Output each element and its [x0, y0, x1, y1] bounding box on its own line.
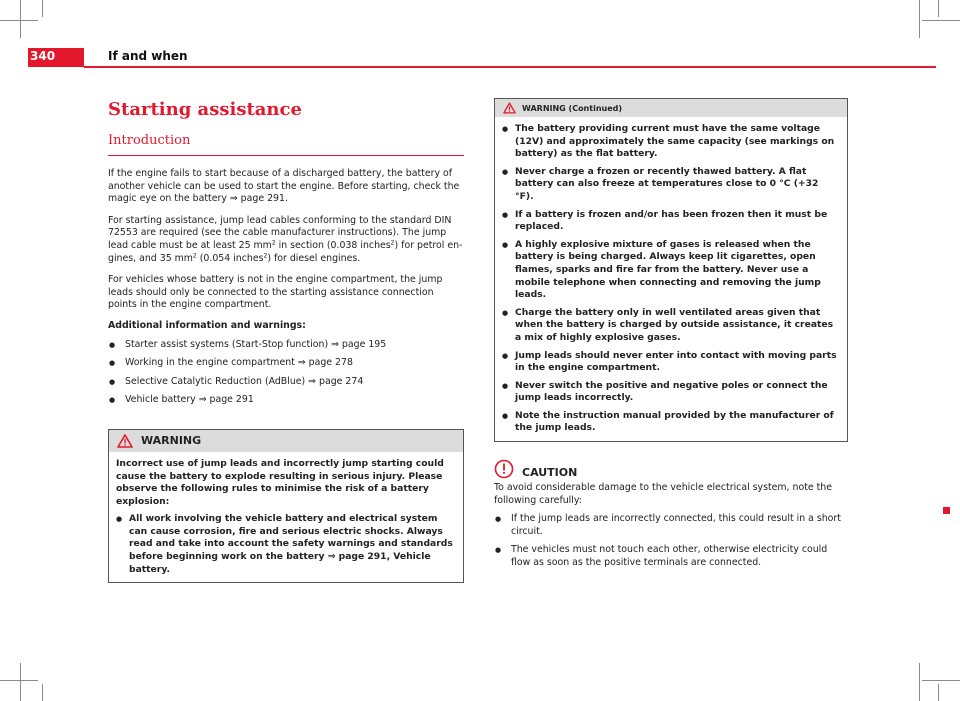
warning-item: ● Never switch the positive and negative poles or connect the jump leads incorrectly.	[502, 380, 839, 405]
warning-continued-body	[495, 117, 847, 441]
left-column	[108, 98, 464, 583]
header-rule	[84, 66, 936, 68]
warning-item: ● Note the instruction manual provided by the manufacturer of the jump leads.	[502, 410, 839, 435]
section-end-marker	[943, 507, 950, 514]
subsection-rule	[108, 155, 464, 156]
list-item: ● Selective Catalytic Reduction (AdBlue) ⇒ page 274	[108, 376, 464, 389]
warning-box	[108, 429, 464, 583]
crop-mark	[919, 663, 920, 701]
warning-triangle-icon	[503, 102, 516, 114]
list-item: ● Working in the engine compartment ⇒ page 278	[108, 357, 464, 370]
warning-item: ● Jump leads should never enter into contact with moving parts in the engine compartment.	[502, 350, 839, 375]
caution-exclamation-icon	[494, 459, 514, 479]
list-item: ● Starter assist systems (Start-Stop function) ⇒ page 195	[108, 339, 464, 352]
connection-paragraph: For vehicles whose battery is not in the engine compartment, the jump leads should only be connected to the starting assistance connection points in the engine compartment.	[108, 274, 443, 311]
caution-list	[494, 513, 848, 569]
crop-mark	[0, 680, 38, 681]
list-item: ● Vehicle battery ⇒ page 291	[108, 394, 464, 407]
right-column	[494, 98, 848, 570]
caution-header	[494, 458, 848, 479]
warning-item: ● The battery providing current must have the same voltage (12V) and approximately the same capacity (see markings on battery) as the flat battery.	[502, 123, 839, 161]
crop-mark	[20, 663, 21, 701]
warning-item: ● All work involving the vehicle battery and electrical system can cause corrosion, fire and serious electric shocks. Always read and take into account the safety warnings and standards before beginning work on the battery ⇒ page 291, Vehicle battery.	[116, 513, 455, 576]
warning-label: WARNING	[141, 434, 202, 448]
section-title: Starting assistance	[108, 99, 302, 120]
crop-mark	[919, 0, 920, 38]
warning-item: ● A highly explosive mixture of gases is released when the battery is being charged. Always keep lit cigarettes, open flames, sparks and fire far from the battery. Never use a mobile telephone when connecting and removing the jump leads.	[502, 239, 839, 302]
crop-mark	[20, 0, 21, 38]
crop-mark	[922, 680, 960, 681]
warning-item: ● Never charge a frozen or recently thawed battery. A flat battery can also freeze at temperatures close to 0 °C (+32 °F).	[502, 166, 839, 204]
warning-item: ● Charge the battery only in well ventilated areas given that when the battery is charged by outside assistance, it creates a mix of highly explosive gases.	[502, 307, 839, 345]
crop-mark	[938, 684, 939, 701]
warning-item: ● If a battery is frozen and/or has been frozen then it must be replaced.	[502, 209, 839, 234]
cable-paragraph: For starting assistance, jump lead cables conforming to the standard DIN 72553 are required (see the cable manufacturer instructions). The jump lead cable must be at least 25 $mm^2$ in section (0.038 inches$^2$) for petrol engines, and 35 $mm^2$ (0.054 inches$^2$) for diesel engines.	[108, 214, 463, 264]
subsection-title: Introduction	[108, 133, 191, 148]
warning-continued-label: WARNING (Continued)	[522, 103, 623, 113]
crop-mark	[922, 20, 960, 21]
info-list	[108, 339, 464, 407]
caution-label: CAUTION	[522, 466, 578, 480]
warning-intro: Incorrect use of jump leads and incorrectly jump starting could cause the battery to explode resulting in serious injury. Please observe the following rules to minimise the risk of a battery explosion:	[116, 457, 444, 507]
warning-continued-header	[495, 99, 847, 117]
list-item: ● The vehicles must not touch each other, otherwise electricity could flow as soon as the positive terminals are connected.	[494, 544, 848, 569]
chapter-title: If and when	[108, 49, 188, 63]
crop-mark	[938, 0, 939, 17]
warning-continued-box	[494, 98, 848, 442]
page-number: 340	[30, 49, 56, 63]
warning-triangle-icon	[117, 434, 133, 448]
warning-header	[109, 430, 463, 452]
crop-mark	[42, 0, 43, 17]
list-item: ● If the jump leads are incorrectly connected, this could result in a short circuit.	[494, 513, 848, 538]
warning-body	[109, 452, 463, 582]
crop-mark	[0, 20, 38, 21]
crop-mark	[42, 684, 43, 701]
caution-intro: To avoid considerable damage to the vehicle electrical system, note the following carefully:	[494, 482, 833, 506]
info-heading: Additional information and warnings:	[108, 319, 306, 331]
intro-paragraph: If the engine fails to start because of a discharged battery, the battery of another vehicle can be used to start the engine. Before starting, check the magic eye on the battery ⇒ page 291.	[108, 168, 460, 205]
